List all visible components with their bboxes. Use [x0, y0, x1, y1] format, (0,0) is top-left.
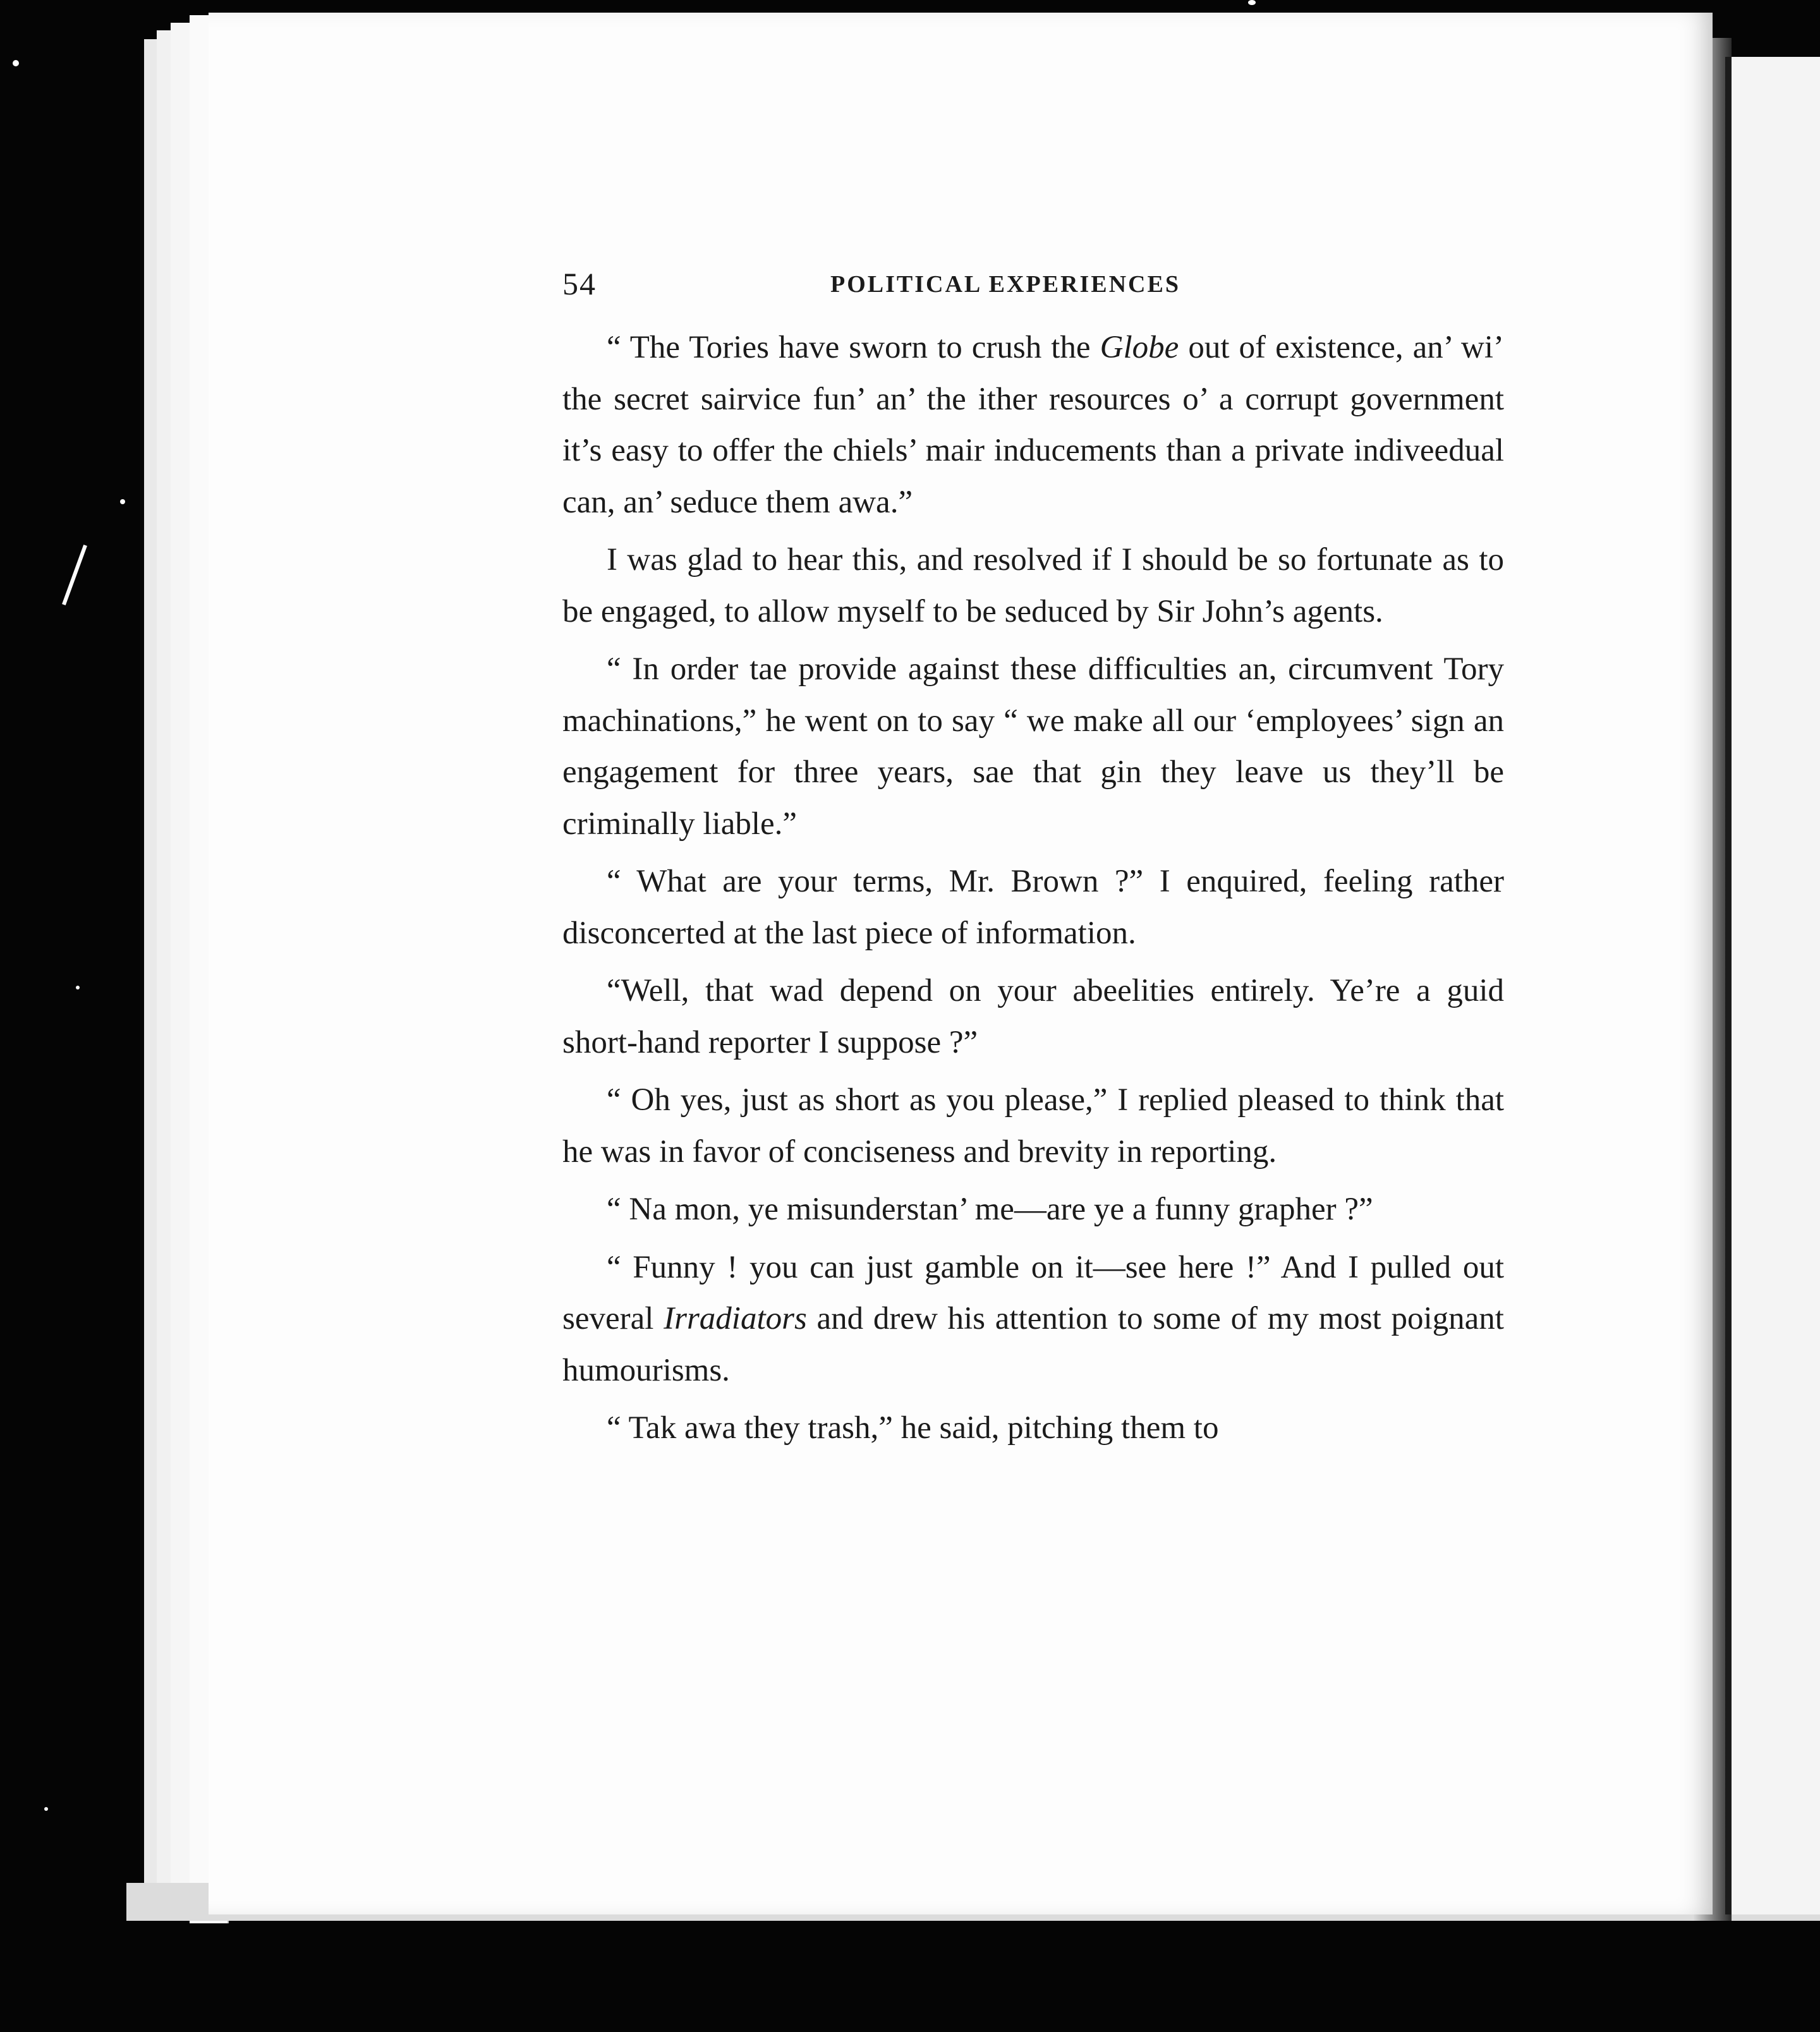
- text-run: “ The Tories have sworn to crush the: [607, 330, 1100, 365]
- paragraph: [562, 1184, 1504, 1236]
- paragraph: [562, 322, 1504, 528]
- text-run: and drew his attention to some of my most poignant humourisms.: [562, 1301, 1504, 1388]
- text-run: “ Na mon, ye misunderstan’ me—are ye a funny grapher ?”: [607, 1192, 1373, 1227]
- scan-speck: [120, 499, 125, 504]
- text-run: “ What are your terms, Mr. Brown ?” I enquired, feeling rather disconcerted at the last piece of information.: [562, 864, 1504, 951]
- running-title: POLITICAL EXPERIENCES: [830, 271, 1180, 298]
- text-run: “Well, that wad depend on your abeelities entirely. Ye’re a guid short-hand reporter I suppose ?”: [562, 973, 1504, 1060]
- text-run: “ Oh yes, just as short as you please,” I replied pleased to think that he was in favor of conciseness and brevity in reporting.: [562, 1082, 1504, 1170]
- paragraph: [562, 1403, 1504, 1454]
- italic-text: Globe: [1100, 330, 1179, 365]
- paragraph: [562, 965, 1504, 1068]
- paragraph: [562, 644, 1504, 850]
- running-head: [562, 265, 1504, 322]
- body-text: [562, 322, 1504, 1454]
- text-run: out of existence, an’ wi’ the secret sairvice fun’ an’ the ither resources o’ a corrupt government it’s easy to offer the chiels’ mair inducements than a private indiveedual can, an’ seduce them awa.”: [562, 330, 1505, 520]
- scan-mark: [62, 545, 87, 605]
- scan-speck: [13, 60, 19, 66]
- text-run: “ Tak awa they trash,” he said, pitching them to: [607, 1410, 1219, 1446]
- facing-page: [1725, 57, 1820, 1914]
- italic-text: Irradiators: [664, 1301, 807, 1336]
- paragraph: [562, 1242, 1504, 1397]
- scan-speck: [44, 1807, 48, 1811]
- text-run: I was glad to hear this, and resolved if I should be so fortunate as to be engaged, to allow myself to be seduced by Sir John’s agents.: [562, 542, 1504, 629]
- scan-speck: [1248, 0, 1256, 5]
- text-run: “ In order tae provide against these difficulties an, circumvent Tory machinations,” he went on to say “ we make all our ‘employees’ sign an engagement for three years, sae that gin they leave us they’ll be criminally liable.”: [562, 651, 1504, 842]
- text-run: “ Funny ! you can just gamble on it—see here !” And I pulled out several: [562, 1249, 1504, 1336]
- page-content: [316, 265, 1504, 1461]
- paragraph: [562, 535, 1504, 638]
- page-number: 54: [562, 266, 597, 301]
- paragraph: [562, 856, 1504, 959]
- paragraph: [562, 1075, 1504, 1178]
- scan-speck: [76, 986, 80, 989]
